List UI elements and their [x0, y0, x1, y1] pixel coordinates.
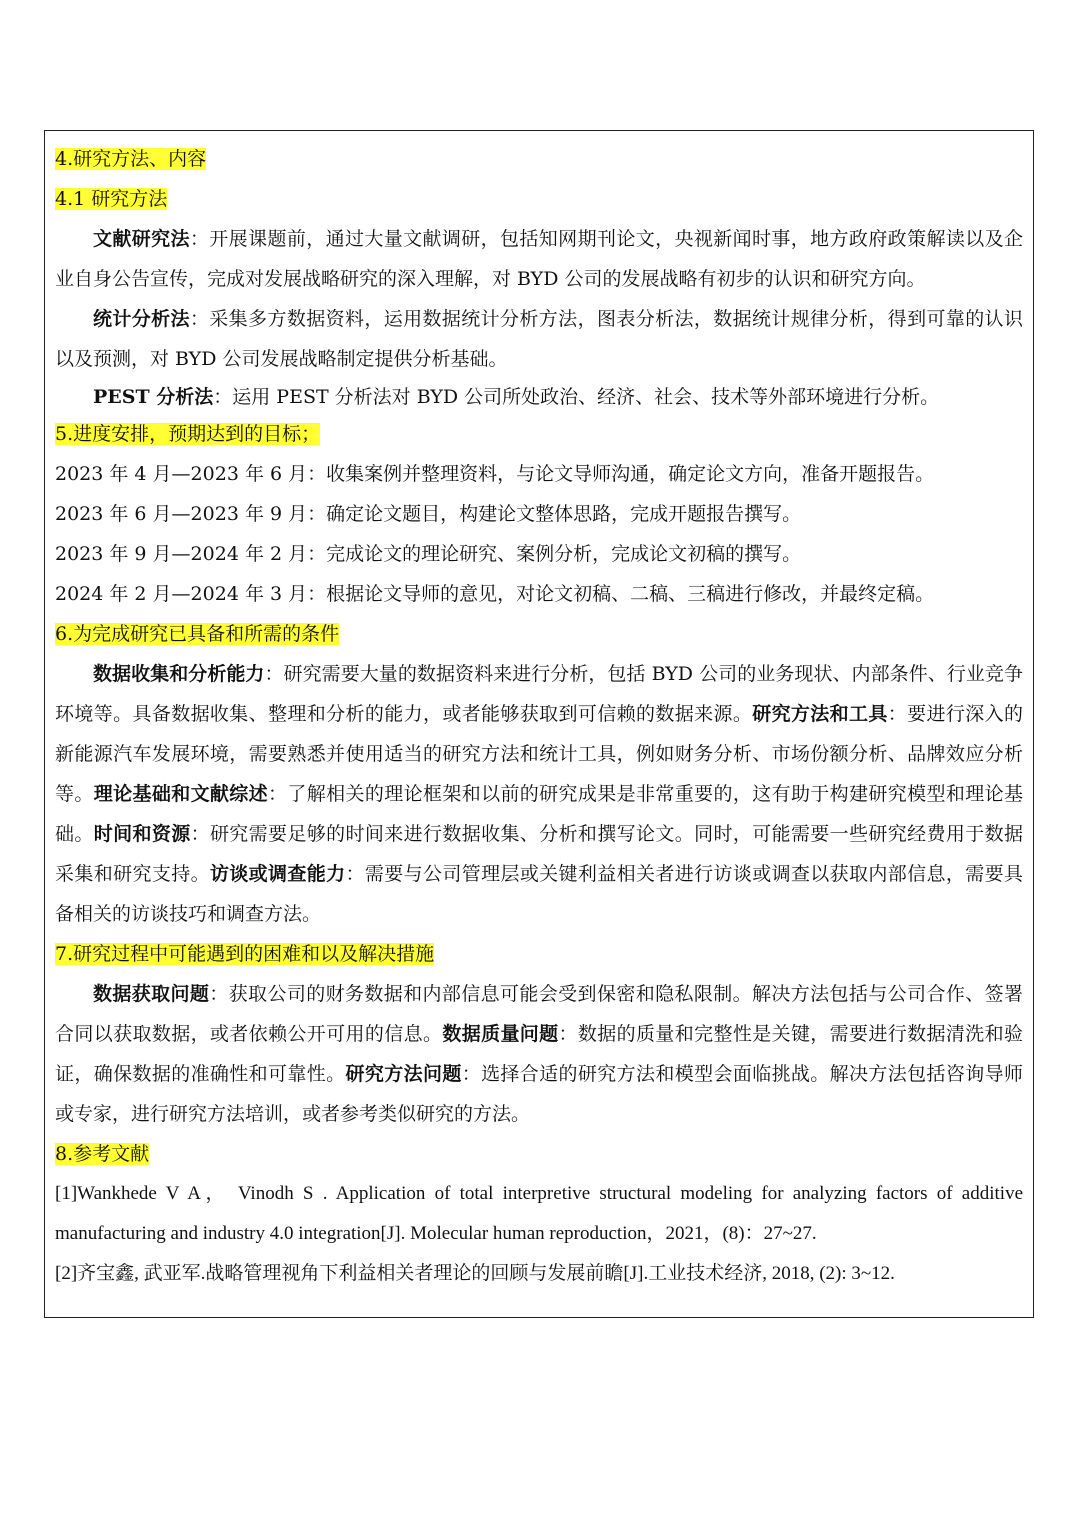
method-pest-label: PEST 分析法: [93, 386, 214, 408]
method-statistics-label: 统计分析法: [93, 308, 190, 330]
section-4-heading-text: 4.研究方法、内容: [55, 148, 207, 170]
schedule-item: 2023 年 4 月—2023 年 6 月：收集案例并整理资料，与论文导师沟通，确定论文方向，准备开题报告。: [55, 463, 935, 485]
conditions-paragraph: [55, 654, 1023, 934]
difficulty-label: 研究方法问题: [345, 1063, 462, 1085]
condition-label: 访谈或调查能力: [209, 863, 346, 885]
condition-label: 时间和资源: [93, 823, 191, 845]
reference-item: [1]Wankhede V A， Vinodh S . Application of total interpretive structural modeling for analyzing factors of additive manufacturing and industry 4.0 integration[J]. Molecular human reproduction，2021，(8)：27~27.: [55, 1183, 1023, 1244]
method-pest-text: ：运用 PEST 分析法对 BYD 公司所处政治、经济、社会、技术等外部环境进行分析。: [213, 386, 940, 408]
condition-text: ：研究需要足够的时间来进行数据收集、分析和撰写论文。同时，可能需要一些研究经费用于数据采集和研究支持。: [55, 823, 1023, 885]
schedule-item: 2023 年 6 月—2023 年 9 月：确定论文题目，构建论文整体思路，完成开题报告撰写。: [55, 503, 802, 525]
section-6-heading: [55, 614, 1023, 654]
reference-item: [2]齐宝鑫, 武亚军.战略管理视角下利益相关者理论的回顾与发展前瞻[J].工业技术经济, 2018, (2): 3~12.: [55, 1263, 895, 1284]
condition-text: ：了解相关的理论框架和以前的研究成果是非常重要的，这有助于构建研究模型和理论基础。: [55, 783, 1023, 845]
section-8-heading: [55, 1134, 1023, 1174]
method-literature-label: 文献研究法: [93, 228, 190, 250]
condition-text: ：需要与公司管理层或关键利益相关者进行访谈或调查以获取内部信息，需要具备相关的访谈技巧和调查方法。: [55, 863, 1023, 925]
section-5-heading-text: 5.进度安排，预期达到的目标；: [55, 423, 321, 445]
difficulty-text: ：获取公司的财务数据和内部信息可能会受到保密和隐私限制。解决方法包括与公司合作、签署合同以获取数据，或者依赖公开可用的信息。: [55, 983, 1023, 1045]
section-5-heading: [55, 414, 1023, 454]
section-7-heading-text: 7.研究过程中可能遇到的困难和以及解决措施: [55, 943, 435, 965]
section-4-1-heading-text: 4.1 研究方法: [55, 188, 168, 210]
difficulty-label: 数据质量问题: [442, 1023, 559, 1045]
section-7-heading: [55, 934, 1023, 974]
method-literature-text: ：开展课题前，通过大量文献调研，包括知网期刊论文，央视新闻时事，地方政府政策解读以及企业自身公告宣传，完成对发展战略研究的深入理解，对 BYD 公司的发展战略有初步的认识和研究方向。: [55, 228, 1023, 290]
difficulty-text: ：选择合适的研究方法和模型会面临挑战。解决方法包括咨询导师或专家，进行研究方法培训，或者参考类似研究的方法。: [55, 1063, 1023, 1125]
section-6-heading-text: 6.为完成研究已具备和所需的条件: [55, 623, 340, 645]
condition-text: ：研究需要大量的数据资料来进行分析，包括 BYD 公司的业务现状、内部条件、行业竞争环境等。具备数据收集、整理和分析的能力，或者能够获取到可信赖的数据来源。: [55, 663, 1023, 725]
section-8-heading-text: 8.参考文献: [55, 1143, 150, 1165]
condition-text: ：要进行深入的新能源汽车发展环境，需要熟悉并使用适当的研究方法和统计工具，例如财务分析、市场份额分析、品牌效应分析等。: [55, 703, 1023, 805]
method-statistics-text: ：采集多方数据资料，运用数据统计分析方法，图表分析法，数据统计规律分析，得到可靠的认识以及预测，对 BYD 公司发展战略制定提供分析基础。: [55, 308, 1023, 370]
section-4-1-heading: [55, 179, 1023, 219]
difficulty-label: 数据获取问题: [93, 983, 210, 1005]
method-statistics-paragraph: [55, 299, 1023, 379]
condition-label: 数据收集和分析能力: [93, 663, 265, 685]
content-body: [55, 139, 1023, 1294]
condition-label: 研究方法和工具: [752, 703, 888, 725]
schedule-item: 2023 年 9 月—2024 年 2 月：完成论文的理论研究、案例分析，完成论文初稿的撰写。: [55, 543, 802, 565]
section-4-heading: [55, 139, 1023, 179]
schedule-item: 2024 年 2 月—2024 年 3 月：根据论文导师的意见，对论文初稿、二稿、三稿进行修改，并最终定稿。: [55, 583, 935, 605]
difficulty-text: ：数据的质量和完整性是关键，需要进行数据清洗和验证，确保数据的准确性和可靠性。: [55, 1023, 1023, 1085]
content-frame: [44, 130, 1034, 1318]
condition-label: 理论基础和文献综述: [93, 783, 269, 805]
method-literature-paragraph: [55, 219, 1023, 299]
method-pest-paragraph: [55, 379, 1023, 414]
difficulties-paragraph: [55, 974, 1023, 1134]
